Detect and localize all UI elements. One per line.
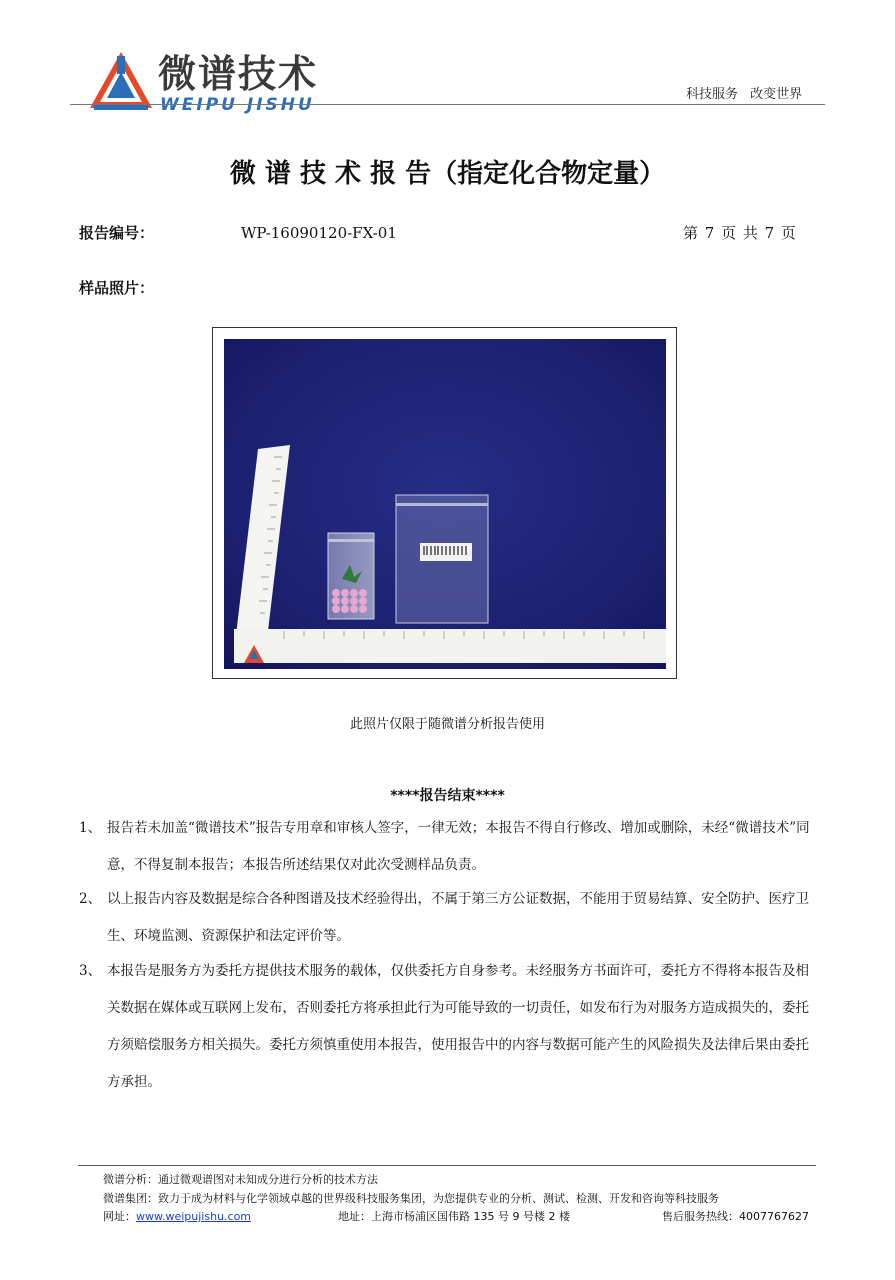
footer-line-analysis: 微谱分析：通过微观谱图对未知成分进行分析的技术方法 <box>103 1173 378 1186</box>
header-divider <box>70 104 825 105</box>
brand-name-en: WEIPU JISHU <box>160 95 315 115</box>
report-number-value: WP-16090120-FX-01 <box>241 224 397 242</box>
report-title: 微 谱 技 术 报 告（指定化合物定量） <box>229 159 666 189</box>
footer-website-label: 网址： <box>103 1210 136 1223</box>
footer-address: 地址：上海市杨浦区国伟路 135 号 9 号楼 2 楼 <box>338 1210 570 1223</box>
disclaimer-note <box>79 953 814 1101</box>
report-number-label: 报告编号： <box>79 224 155 242</box>
note-text: 报告若未加盖“微谱技术”报告专用章和审核人签字，一律无效；本报告不得自行修改、增加或删除，未经“微谱技术”同意，不得复制本报告；本报告所述结果仅对此次受测样品负责。 <box>107 820 810 873</box>
footer-hotline: 售后服务热线：4007767627 <box>662 1210 809 1223</box>
note-number: 2、 <box>79 891 102 907</box>
footer-website <box>103 1210 251 1224</box>
sample-photo-label: 样品照片： <box>79 279 155 297</box>
slogan: 科技服务 改变世界 <box>686 87 803 102</box>
note-text: 本报告是服务方为委托方提供技术服务的载体，仅供委托方自身参考。未经服务方书面许可，委托方不得将本报告及相关数据在媒体或互联网上发布，否则委托方将承担此行为可能导致的一切责任，如发布行为对服务方造成损失的，委托方须赔偿服务方相关损失。委托方须慎重使用本报告，使用报告中的内容与数据可能产生的风险损失及法律后果由委托方承担。 <box>107 963 809 1090</box>
page-indicator: 第 7 页 共 7 页 <box>683 224 796 242</box>
note-number: 3、 <box>79 963 102 979</box>
note-text: 以上报告内容及数据是综合各种图谱及技术经验得出，不属于第三方公证数据，不能用于贸易结算、安全防护、医疗卫生、环境监测、资源保护和法定评价等。 <box>107 891 809 944</box>
report-end-marker: ****报告结束**** <box>390 788 505 804</box>
brand-name-cn: 微谱技术 <box>158 52 319 96</box>
footer-line-group: 微谱集团：致力于成为材料与化学领域卓越的世界级科技服务集团，为您提供专业的分析、测试、检测、开发和咨询等科技服务 <box>103 1192 719 1205</box>
disclaimer-note <box>79 881 814 955</box>
note-number: 1、 <box>79 820 102 836</box>
photo-caption: 此照片仅限于随微谱分析报告使用 <box>349 717 545 732</box>
sample-photo <box>224 339 666 669</box>
disclaimer-note <box>79 810 814 884</box>
website-link[interactable]: www.weipujishu.com <box>136 1210 252 1223</box>
footer-divider <box>78 1165 816 1166</box>
